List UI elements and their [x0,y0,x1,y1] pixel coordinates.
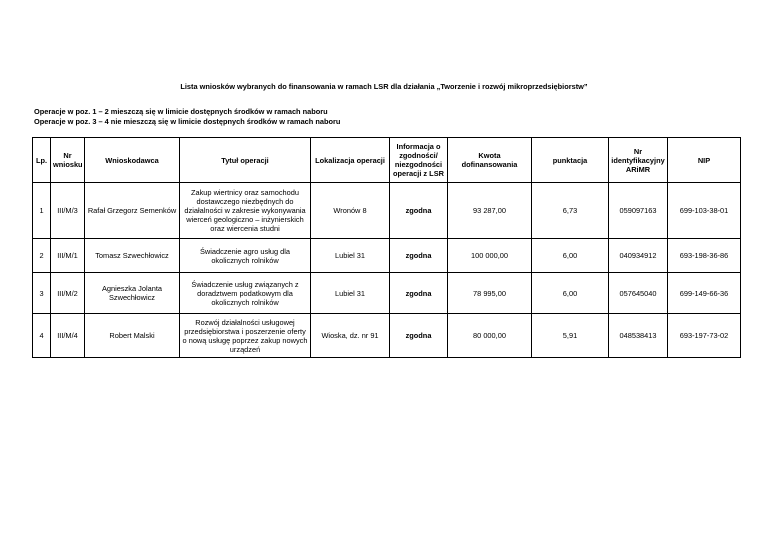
cell-informacja: zgodna [390,183,448,239]
cell-nr-wniosku: III/M/3 [51,183,85,239]
cell-nip: 693-198-36-86 [668,239,741,273]
header-kwota: Kwota dofinansowania [448,138,532,183]
note-line: Operacje w poz. 1 – 2 mieszczą się w limicie dostępnych środków w ramach naboru [34,107,328,116]
cell-wnioskodawca: Tomasz Szwechłowicz [85,239,180,273]
cell-punktacja: 6,73 [532,183,609,239]
cell-lp: 4 [33,314,51,358]
cell-informacja: zgodna [390,314,448,358]
cell-punktacja: 6,00 [532,239,609,273]
cell-lokalizacja: Lubiel 31 [311,239,390,273]
cell-nr-wniosku: III/M/2 [51,273,85,314]
header-nip: NIP [668,138,741,183]
cell-nr-ident: 059097163 [609,183,668,239]
cell-lokalizacja: Wronów 8 [311,183,390,239]
header-nr-wniosku: Nr wniosku [51,138,85,183]
table-row [33,183,741,239]
cell-wnioskodawca: Agnieszka Jolanta Szwechłowicz [85,273,180,314]
cell-tytul: Świadczenie usług związanych z doradztwem podatkowym dla okolicznych rolników [180,273,311,314]
header-informacja: Informacja o zgodności/ niezgodności operacji z LSR [390,138,448,183]
cell-kwota: 93 287,00 [448,183,532,239]
page-title: Lista wniosków wybranych do finansowania w ramach LSR dla działania „Tworzenie i rozwój mikroprzedsiębiorstw” [180,82,588,91]
cell-lp: 2 [33,239,51,273]
header-nr-ident: Nr identyfikacyjny ARiMR [609,138,668,183]
cell-lokalizacja: Lubiel 31 [311,273,390,314]
table-row [33,273,741,314]
cell-nr-ident: 040934912 [609,239,668,273]
cell-tytul: Świadczenie agro usług dla okolicznych rolników [180,239,311,273]
table-row [33,314,741,358]
cell-informacja: zgodna [390,273,448,314]
header-tytul: Tytuł operacji [180,138,311,183]
cell-nip: 699-103-38-01 [668,183,741,239]
cell-punktacja: 6,00 [532,273,609,314]
cell-nr-wniosku: III/M/1 [51,239,85,273]
note-line: Operacje w poz. 3 – 4 nie mieszczą się w limicie dostępnych środków w ramach naboru [34,117,341,126]
cell-punktacja: 5,91 [532,314,609,358]
cell-nr-wniosku: III/M/4 [51,314,85,358]
notes [34,107,340,127]
table-row [33,239,741,273]
cell-lokalizacja: Wioska, dz. nr 91 [311,314,390,358]
cell-wnioskodawca: Rafał Grzegorz Semenków [85,183,180,239]
cell-informacja: zgodna [390,239,448,273]
cell-kwota: 78 995,00 [448,273,532,314]
cell-wnioskodawca: Robert Malski [85,314,180,358]
applications-table [32,137,741,358]
header-wnioskodawca: Wnioskodawca [85,138,180,183]
cell-nip: 699-149-66-36 [668,273,741,314]
cell-tytul: Rozwój działalności usługowej przedsiębiorstwa i poszerzenie oferty o nową usługę poprzez zakup nowych urządzeń [180,314,311,358]
cell-nr-ident: 048538413 [609,314,668,358]
cell-tytul: Zakup wiertnicy oraz samochodu dostawczego niezbędnych do działalności w zakresie wykonywania wierceń geologiczno – inżynierskich oraz wiercenia studni [180,183,311,239]
header-lokalizacja: Lokalizacja operacji [311,138,390,183]
cell-kwota: 100 000,00 [448,239,532,273]
cell-lp: 1 [33,183,51,239]
cell-lp: 3 [33,273,51,314]
table-header-row [33,138,741,183]
cell-nip: 693-197-73-02 [668,314,741,358]
cell-kwota: 80 000,00 [448,314,532,358]
cell-nr-ident: 057645040 [609,273,668,314]
header-punktacja: punktacja [532,138,609,183]
header-lp: Lp. [33,138,51,183]
